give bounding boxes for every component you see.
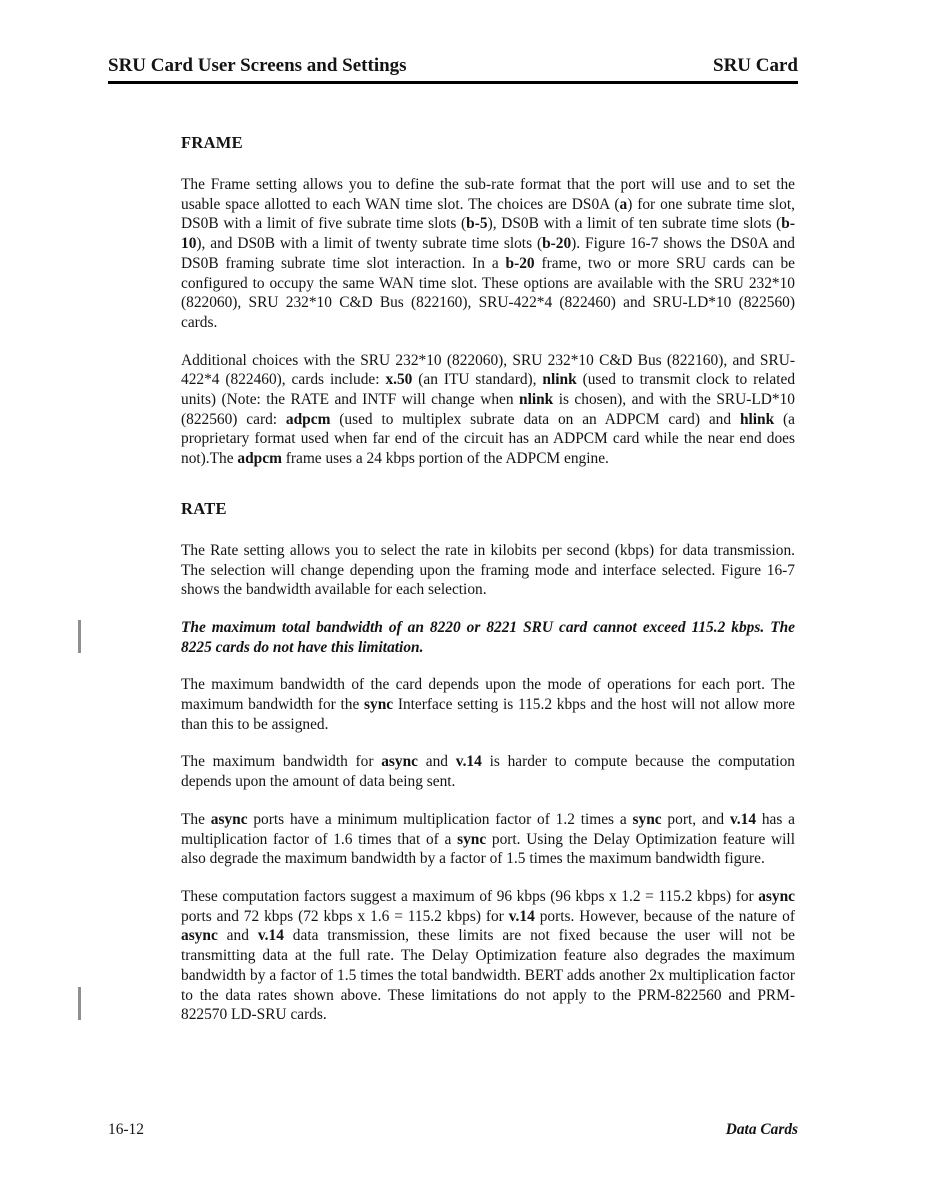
change-bar [78,987,81,1020]
paragraph-rate-4: The async ports have a minimum multiplication factor of 1.2 times a sync port, and v.14 has a multiplication factor of 1.6 times that of a sync port. Using the Delay Optimization feature will also degrade the maximum bandwidth by a factor of 1.5 times the maximum bandwidth figure. [181,810,796,868]
paragraph-rate-2: The maximum bandwidth of the card depends upon the mode of operations for each port. The maximum bandwidth for the sync Interface setting is 115.2 kbps and the host will not allow more than this to be assigned. [181,676,795,733]
footer-section-label: Data Cards [725,1121,798,1138]
header-right-title: SRU Card [713,55,798,76]
paragraph-rate-3: The maximum bandwidth for async and v.14 is harder to compute because the computation depends upon the amount of data being sent. [181,753,796,791]
section-heading-frame: FRAME [181,133,243,152]
footer-page-number: 16-12 [108,1121,144,1138]
section-heading-rate: RATE [181,498,227,518]
paragraph-frame-1: The Frame setting allows you to define the sub-rate format that the port will use and to set the usable space allotted to each WAN time slot. The choices are DS0A (a) for one subrate time slot, DS0B with a limit of five subrate time slots (b-5), DS0B with a limit of ten subrate time slots (b-10), and DS0B with a limit of twenty subrate time slots (b-20). Figure 16-7 shows the DS0A and DS0B framing subrate time slot interaction. In a b-20 frame, two or more SRU cards can be configured to occupy the same WAN time slot. These options are available with the SRU 232*10 (822060), SRU 232*10 C&D Bus (822160), SRU-422*4 (822460) and SRU-LD*10 (822560) cards. [181,176,795,331]
page-content [181,133,795,1043]
header-left-title: SRU Card User Screens and Settings [108,55,407,76]
paragraph-rate-5: These computation factors suggest a maximum of 96 kbps (96 kbps x 1.2 = 115.2 kbps) for async ports and 72 kbps (72 kbps x 1.6 = 115.2 kbps) for v.14 ports. However, because of the nature of async and v.14 data transmission, these limits are not fixed because the user will not be transmitting data at the full rate. The Delay Optimization feature also degrades the maximum bandwidth by a factor of 1.5 times the total bandwidth. BERT adds another 2x multiplication factor to the data rates shown above. These limitations do not apply to the PRM-822560 and PRM-822570 LD-SRU cards. [181,887,795,1025]
header-rule [108,81,798,84]
paragraph-rate-1: The Rate setting allows you to select the rate in kilobits per second (kbps) for data transmission. The selection will change depending upon the framing mode and interface selected. Figure 16-7 shows the bandwidth available for each selection. [181,541,795,599]
paragraph-frame-2: Additional choices with the SRU 232*10 (822060), SRU 232*10 C&D Bus (822160), and SRU-422*4 (822460), cards include: x.50 (an ITU standard), nlink (used to transmit clock to related units) (Note: the RATE and INTF will change when nlink is chosen), and with the SRU-LD*10 (822560) card: adpcm (used to multiplex subrate data on an ADPCM card) and hlink (a proprietary format used when far end of the circuit has an ADPCM card while the near end does not).The adpcm frame uses a 24 kbps portion of the ADPCM engine. [181,351,796,468]
paragraph-rate-note: The maximum total bandwidth of an 8220 or 8221 SRU card cannot exceed 115.2 kbps. The 8225 cards do not have this limitation. [181,618,795,657]
page-footer [108,1121,798,1139]
change-bar [78,620,81,653]
page-header [108,55,798,77]
